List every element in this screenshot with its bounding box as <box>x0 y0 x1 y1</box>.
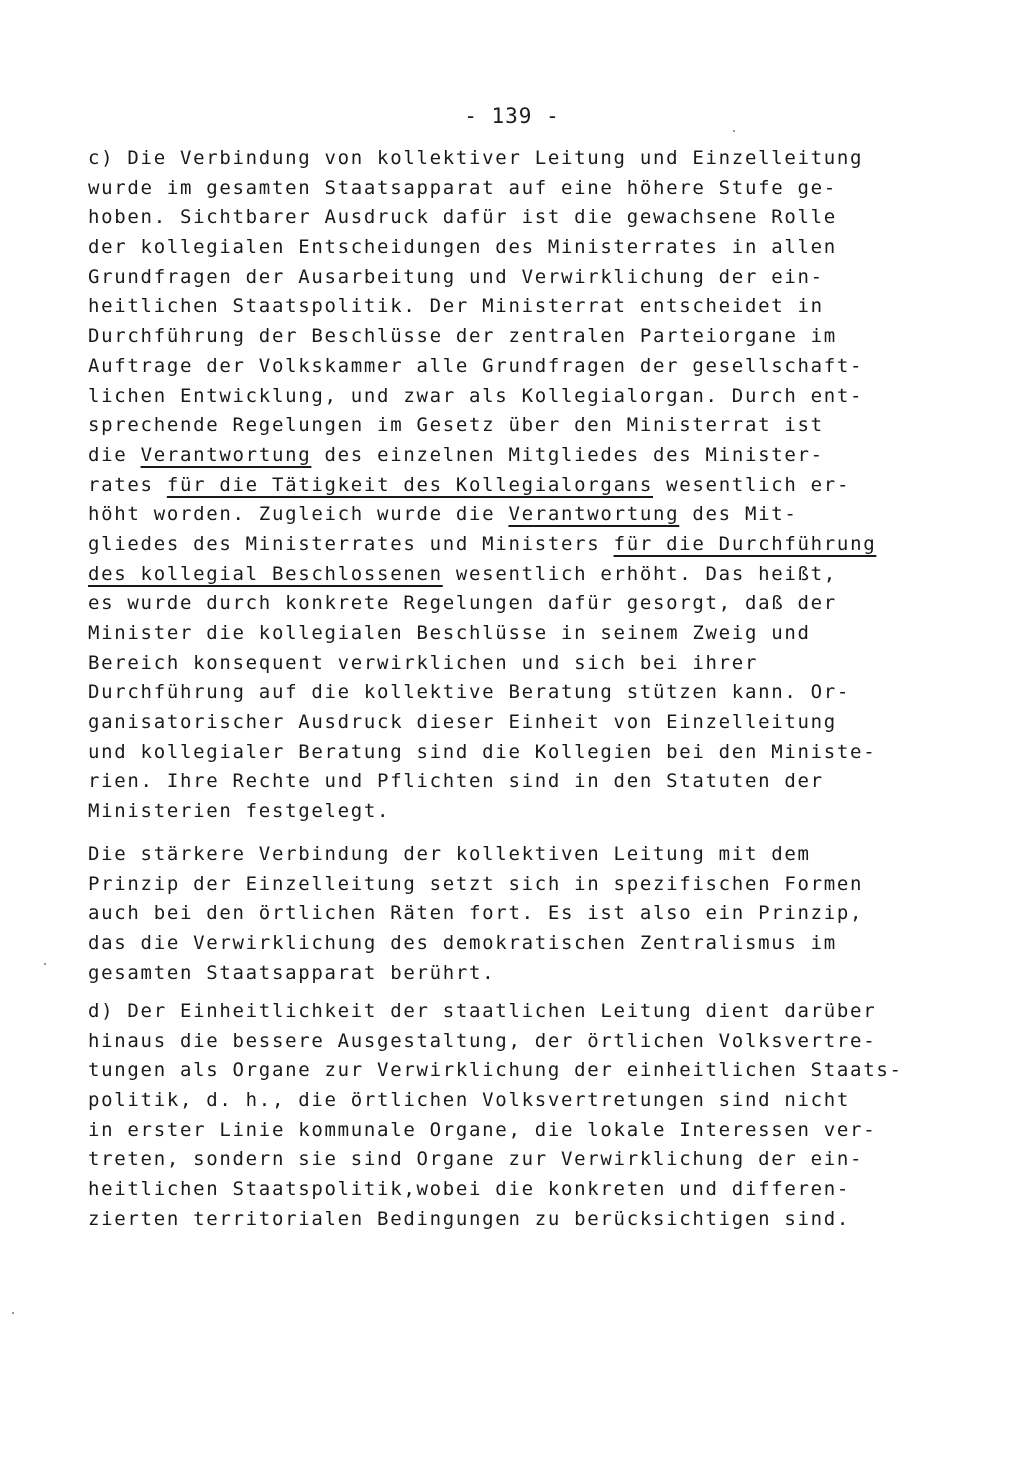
text-segment: zierten territorialen Bedingungen zu berücksichtigen sind. <box>88 1207 851 1230</box>
text-segment: hoben. Sichtbarer Ausdruck dafür ist die gewachsene Rolle <box>88 206 837 229</box>
text-segment: des Mit- <box>679 503 798 526</box>
text-line <box>88 174 848 204</box>
text-segment: lichen Entwicklung, und zwar als Kollegialorgan. Durch ent- <box>88 384 864 407</box>
text-segment: Prinzip der Einzelleitung setzt sich in spezifischen Formen <box>88 872 864 895</box>
text-line <box>88 322 848 352</box>
text-line <box>88 292 848 322</box>
text-segment: Durchführung der Beschlüsse der zentralen Parteiorgane im <box>88 325 837 348</box>
text-segment: wurde im gesamten Staatsapparat auf eine höhere Stufe ge- <box>88 176 837 199</box>
text-segment: in erster Linie kommunale Organe, die lokale Interessen ver- <box>88 1118 877 1141</box>
text-segment: rates <box>88 473 167 496</box>
page-number: - 139 - <box>464 104 560 128</box>
text-segment: wesentlich er- <box>653 473 851 496</box>
text-line <box>88 560 848 590</box>
text-line <box>88 899 864 929</box>
text-line <box>88 1145 864 1175</box>
text-segment: d) Der Einheitlichkeit der staatlichen Leitung dient darüber <box>88 1000 877 1022</box>
text-line <box>88 441 848 471</box>
text-line <box>88 1027 877 1057</box>
underlined-phrase: Verantwortung <box>508 503 680 526</box>
text-segment: höht worden. Zugleich wurde die <box>88 503 509 526</box>
paragraph-c <box>88 144 877 827</box>
text-line <box>88 619 848 649</box>
text-line <box>88 530 877 560</box>
text-line <box>88 870 864 900</box>
text-line <box>88 382 864 412</box>
text-line <box>88 678 851 708</box>
underlined-phrase: für die Durchführung <box>613 532 877 555</box>
scan-speck <box>733 130 735 132</box>
text-segment: wesentlich erhöht. Das heißt, <box>442 562 837 585</box>
text-segment: ganisatorischer Ausdruck dieser Einheit von Einzelleitung <box>88 711 837 734</box>
text-segment: gliedes des Ministerrates und Ministers <box>88 532 614 555</box>
text-segment: Bereich konsequent verwirklichen und sich bei ihrer <box>88 651 759 674</box>
text-line <box>88 708 848 738</box>
text-segment: Die stärkere Verbindung der kollektiven Leitung mit dem <box>88 843 811 865</box>
scan-speck <box>44 963 46 965</box>
text-segment: tungen als Organe zur Verwirklichung der einheitlichen Staats- <box>88 1059 903 1082</box>
text-line <box>88 1056 903 1086</box>
text-line <box>88 1205 851 1235</box>
text-line <box>88 352 864 382</box>
text-line <box>88 263 848 293</box>
underlined-phrase: des kollegial Beschlossenen <box>88 562 443 585</box>
text-line <box>88 840 848 870</box>
text-segment: heitlichen Staatspolitik,wobei die konkreten und differen- <box>88 1178 851 1201</box>
text-line <box>88 797 848 827</box>
text-line <box>88 500 848 530</box>
text-line <box>88 959 848 989</box>
text-segment: der kollegialen Entscheidungen des Ministerrates in allen <box>88 236 837 259</box>
text-segment: Durchführung auf die kollektive Beratung stützen kann. Or- <box>88 681 851 704</box>
text-segment: heitlichen Staatspolitik. Der Ministerrat entscheidet in <box>88 295 824 318</box>
text-line <box>88 144 864 174</box>
text-segment: die <box>88 443 141 466</box>
text-line <box>88 589 848 619</box>
text-line <box>88 649 848 679</box>
text-line <box>88 203 848 233</box>
text-line <box>88 997 877 1027</box>
paragraph-d <box>88 997 903 1235</box>
text-line <box>88 471 851 501</box>
text-segment: gesamten Staatsapparat berührt. <box>88 961 496 984</box>
text-segment: Minister die kollegialen Beschlüsse in seinem Zweig und <box>88 622 811 644</box>
text-segment: Auftrage der Volkskammer alle Grundfragen der gesellschaft- <box>88 354 864 377</box>
text-line <box>88 233 848 263</box>
text-segment: des einzelnen Mitgliedes des Minister- <box>311 443 824 466</box>
text-segment: treten, sondern sie sind Organe zur Verwirklichung der ein- <box>88 1148 864 1171</box>
text-segment: Grundfragen der Ausarbeitung und Verwirklichung der ein- <box>88 265 824 288</box>
text-segment: c) Die Verbindung von kollektiver Leitung und Einzelleitung <box>88 147 864 169</box>
scan-speck <box>12 1312 14 1314</box>
text-segment: das die Verwirklichung des demokratischen Zentralismus im <box>88 932 837 955</box>
paragraph-continuation <box>88 840 864 988</box>
text-segment: auch bei den örtlichen Räten fort. Es ist also ein Prinzip, <box>88 902 864 925</box>
text-segment: Ministerien festgelegt. <box>88 800 391 823</box>
text-line <box>88 1086 851 1116</box>
text-segment: rien. Ihre Rechte und Pflichten sind in den Statuten der <box>88 770 824 793</box>
text-segment: sprechende Regelungen im Gesetz über den Ministerrat ist <box>88 414 824 437</box>
text-line <box>88 1175 851 1205</box>
text-segment: hinaus die bessere Ausgestaltung, der örtlichen Volksvertre- <box>88 1029 877 1052</box>
text-line <box>88 1116 877 1146</box>
text-segment: und kollegialer Beratung sind die Kollegien bei den Ministe- <box>88 740 877 763</box>
text-line <box>88 767 848 797</box>
text-segment: es wurde durch konkrete Regelungen dafür gesorgt, daß der <box>88 592 837 615</box>
text-line <box>88 411 848 441</box>
underlined-phrase: für die Tätigkeit des Kollegialorgans <box>166 473 653 496</box>
text-line <box>88 929 848 959</box>
text-segment: politik, d. h., die örtlichen Volksvertretungen sind nicht <box>88 1089 851 1112</box>
text-line <box>88 738 877 768</box>
underlined-phrase: Verantwortung <box>140 443 312 466</box>
